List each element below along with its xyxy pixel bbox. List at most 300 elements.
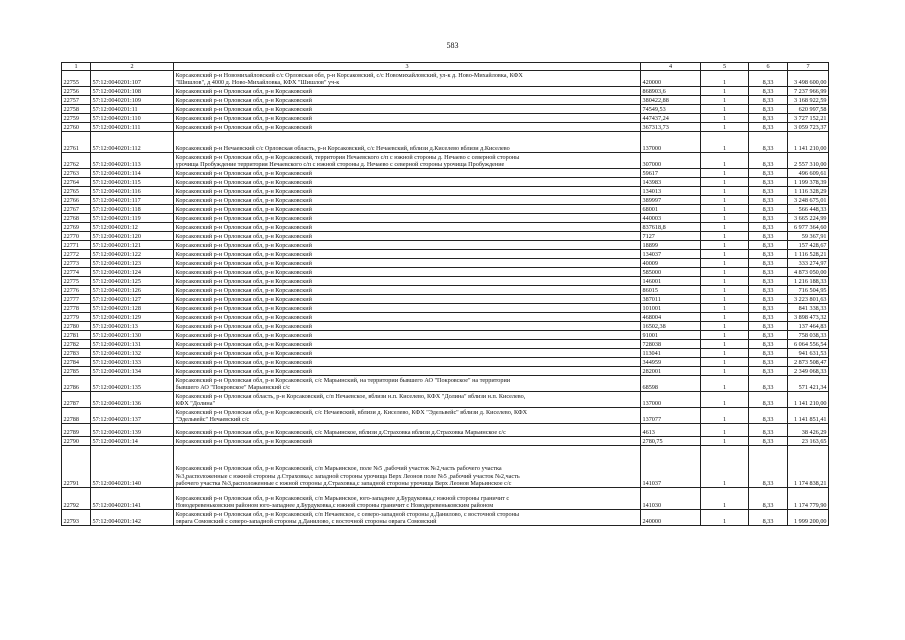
rate-cell: 8,33 — [749, 358, 788, 367]
address-continuation-line: КФХ "Долина" — [175, 400, 215, 407]
column-5-cell: 1 — [701, 241, 749, 250]
table-row — [62, 187, 829, 196]
column-5-cell: 1 — [701, 331, 749, 340]
row-number-cell: 22755 — [62, 71, 91, 87]
area-cell: 101001 — [641, 304, 701, 313]
address-cell — [174, 277, 641, 286]
table-row — [62, 286, 829, 295]
column-5-cell: 1 — [701, 277, 749, 286]
address-cell — [174, 241, 641, 250]
table-row — [62, 392, 829, 408]
area-cell: 137000 — [641, 132, 701, 153]
rate-cell: 8,33 — [749, 232, 788, 241]
area-cell: 141037 — [641, 446, 701, 488]
rate-cell: 8,33 — [749, 408, 788, 424]
rate-cell: 8,33 — [749, 286, 788, 295]
address-cell — [174, 71, 641, 87]
column-5-cell: 1 — [701, 96, 749, 105]
row-number-cell: 22793 — [62, 510, 91, 526]
cadastral-number-cell: 57:12:0040201:127 — [91, 295, 174, 304]
column-5-cell: 1 — [701, 105, 749, 114]
cadastral-number-cell: 57:12:0040201:115 — [91, 178, 174, 187]
address-cell — [174, 178, 641, 187]
address-cell — [174, 408, 641, 424]
row-number-cell: 22756 — [62, 87, 91, 96]
address-cell — [174, 304, 641, 313]
column-5-cell: 1 — [701, 367, 749, 376]
column-5-cell: 1 — [701, 286, 749, 295]
column-5-cell: 1 — [701, 259, 749, 268]
column-5-cell: 1 — [701, 153, 749, 169]
row-number-cell: 22786 — [62, 376, 91, 392]
area-cell: 86015 — [641, 286, 701, 295]
column-5-cell: 1 — [701, 123, 749, 132]
cadastral-number-cell: 57:12:0040201:13 — [91, 322, 174, 331]
cadastral-number-cell: 57:12:0040201:129 — [91, 313, 174, 322]
address-cell — [174, 153, 641, 169]
cadastral-number-cell: 57:12:0040201:133 — [91, 358, 174, 367]
column-5-cell: 1 — [701, 424, 749, 437]
value-cell: 2 873 508,47 — [788, 358, 829, 367]
rate-cell: 8,33 — [749, 313, 788, 322]
rate-cell: 8,33 — [749, 153, 788, 169]
cadastral-number-cell: 57:12:0040201:111 — [91, 123, 174, 132]
area-cell: 137000 — [641, 392, 701, 408]
area-cell: 141030 — [641, 488, 701, 510]
area-cell: 134013 — [641, 187, 701, 196]
address-cell — [174, 488, 641, 510]
area-cell: 387011 — [641, 295, 701, 304]
rate-cell: 8,33 — [749, 510, 788, 526]
value-cell: 1 216 188,33 — [788, 277, 829, 286]
area-cell: 440003 — [641, 214, 701, 223]
value-cell: 1 174 779,90 — [788, 488, 829, 510]
table-row — [62, 268, 829, 277]
address-line: Корсаковский р-н Орловская обл, р-н Корсаковский — [175, 260, 312, 267]
table-row — [62, 114, 829, 123]
table-row — [62, 408, 829, 424]
address-cell — [174, 437, 641, 446]
column-5-cell: 1 — [701, 196, 749, 205]
cadastral-number-cell: 57:12:0040201:109 — [91, 96, 174, 105]
rate-cell: 8,33 — [749, 392, 788, 408]
address-line: Корсаковский р-н Орловская обл, р-н Корсаковский — [175, 224, 312, 231]
column-header: 4 — [641, 63, 701, 71]
address-line: Корсаковский р-н Орловская обл, р-н Корсаковский — [175, 359, 312, 366]
table-row — [62, 241, 829, 250]
row-number-cell: 22788 — [62, 408, 91, 424]
area-cell: 380422,88 — [641, 96, 701, 105]
address-line: Корсаковский р-н Нечаевский с/с Орловская область, р-н Корсаковский, с/с Нечаевский, вблизи д.Киселево вблизи д.Киселево — [175, 145, 510, 152]
row-number-cell: 22792 — [62, 488, 91, 510]
address-line: Корсаковский р-н Орловская обл, р-н Корсаковский — [175, 314, 312, 321]
table-row — [62, 71, 829, 87]
row-number-cell: 22781 — [62, 331, 91, 340]
address-line: Корсаковский р-н Орловская обл, р-н Корсаковский, с/с Марьинский, на территории бывшего АО "Покровское" на территории — [175, 376, 511, 384]
cadastral-number-cell: 57:12:0040201:14 — [91, 437, 174, 446]
address-cell — [174, 268, 641, 277]
area-cell: 16502,38 — [641, 322, 701, 331]
table-row — [62, 331, 829, 340]
address-line: Корсаковский р-н Орловская обл, р-н Корсаковский, с/п Марьинское, поле №5 ,рабочий участок №2,часть рабочего участка — [175, 465, 502, 473]
cadastral-number-cell: 57:12:0040201:130 — [91, 331, 174, 340]
address-line: Корсаковский р-н Орловская обл, р-н Корсаковский — [175, 179, 312, 186]
address-line: Корсаковский р-н Орловская обл, р-н Корсаковский — [175, 341, 312, 348]
row-number-cell: 22772 — [62, 250, 91, 259]
column-header: 2 — [91, 63, 174, 71]
value-cell: 3 059 723,37 — [788, 123, 829, 132]
address-cell — [174, 376, 641, 392]
address-line: Корсаковский р-н Орловская обл, р-н Корсаковский — [175, 170, 312, 177]
area-cell: 307000 — [641, 153, 701, 169]
row-number-cell: 22776 — [62, 286, 91, 295]
value-cell: 1 141 851,41 — [788, 408, 829, 424]
row-number-cell: 22764 — [62, 178, 91, 187]
area-cell: 282001 — [641, 367, 701, 376]
table-row — [62, 277, 829, 286]
table-row — [62, 510, 829, 526]
cadastral-number-cell: 57:12:0040201:118 — [91, 205, 174, 214]
address-cell — [174, 132, 641, 153]
rate-cell: 8,33 — [749, 205, 788, 214]
column-5-cell: 1 — [701, 295, 749, 304]
row-number-cell: 22791 — [62, 446, 91, 488]
rate-cell: 8,33 — [749, 259, 788, 268]
cadastral-number-cell: 57:12:0040201:132 — [91, 349, 174, 358]
row-number-cell: 22768 — [62, 214, 91, 223]
column-5-cell: 1 — [701, 510, 749, 526]
value-cell: 1 174 838,21 — [788, 446, 829, 488]
cadastral-number-cell: 57:12:0040201:125 — [91, 277, 174, 286]
rate-cell: 8,33 — [749, 331, 788, 340]
table-row — [62, 223, 829, 232]
address-continuation-line: урочища Пробуждение территория Нечаевского с/п с южной стороны д. Нечаево с северной стороны урочища Пробуждение — [175, 161, 505, 168]
address-line: Корсаковский р-н Орловская обл, р-н Корсаковский — [175, 188, 312, 195]
rate-cell: 8,33 — [749, 196, 788, 205]
area-cell: 18899 — [641, 241, 701, 250]
value-cell: 620 997,58 — [788, 105, 829, 114]
rate-cell: 8,33 — [749, 295, 788, 304]
cadastral-number-cell: 57:12:0040201:124 — [91, 268, 174, 277]
cadastral-number-cell: 57:12:0040201:128 — [91, 304, 174, 313]
cadastral-number-cell: 57:12:0040201:117 — [91, 196, 174, 205]
column-header: 1 — [62, 63, 91, 71]
address-cell — [174, 322, 641, 331]
address-line: Корсаковский р-н Орловская обл, р-н Корсаковский — [175, 97, 312, 104]
area-cell: 68001 — [641, 205, 701, 214]
rate-cell: 8,33 — [749, 349, 788, 358]
table-row — [62, 123, 829, 132]
area-cell: 143983 — [641, 178, 701, 187]
area-cell: 4613 — [641, 424, 701, 437]
area-cell: 585000 — [641, 268, 701, 277]
rate-cell: 8,33 — [749, 96, 788, 105]
address-cell — [174, 96, 641, 105]
area-cell: 447437,24 — [641, 114, 701, 123]
address-line: Корсаковский р-н Новомихайловский с/с Орловская обл, р-н Корсаковский, с/с Новомихайловский, ул-к д. Ново-Михайловка, КФХ — [175, 71, 523, 79]
address-cell — [174, 392, 641, 408]
cadastral-number-cell: 57:12:0040201:137 — [91, 408, 174, 424]
value-cell: 333 274,97 — [788, 259, 829, 268]
address-line: Корсаковский р-н Орловская обл, р-н Корсаковский — [175, 350, 312, 357]
cadastral-number-cell: 57:12:0040201:116 — [91, 187, 174, 196]
row-number-cell: 22785 — [62, 367, 91, 376]
table-row — [62, 132, 829, 153]
cadastral-number-cell: 57:12:0040201:134 — [91, 367, 174, 376]
cadastral-number-cell: 57:12:0040201:112 — [91, 132, 174, 153]
address-cell — [174, 295, 641, 304]
cadastral-number-cell: 57:12:0040201:12 — [91, 223, 174, 232]
address-cell — [174, 250, 641, 259]
address-line: Корсаковский р-н Орловская обл, р-н Корсаковский — [175, 88, 312, 95]
value-cell: 496 609,61 — [788, 169, 829, 178]
column-5-cell: 1 — [701, 313, 749, 322]
cadastral-number-cell: 57:12:0040201:120 — [91, 232, 174, 241]
address-line: Корсаковский р-н Орловская обл, р-н Корсаковский, с/п Марьинское, юго-западнее д.Бурдуковка,с южной стороны граничит с — [175, 494, 510, 502]
rate-cell: 8,33 — [749, 223, 788, 232]
value-cell: 566 448,33 — [788, 205, 829, 214]
area-cell: 74549,53 — [641, 105, 701, 114]
table-row — [62, 232, 829, 241]
address-line: Корсаковский р-н Орловская обл, р-н Корсаковский — [175, 124, 312, 131]
column-5-cell: 1 — [701, 169, 749, 178]
address-line: Корсаковский р-н Орловская обл, р-н Корсаковский — [175, 438, 312, 445]
address-line: Корсаковский р-н Орловская обл, р-н Корсаковский — [175, 206, 312, 213]
address-line: Корсаковский р-н Орловская обл, р-н Корсаковский, с/п Нечаевское, с северо-западной стороны д.Данилово, с восточной стороны — [175, 510, 520, 518]
rate-cell: 8,33 — [749, 132, 788, 153]
column-5-cell: 1 — [701, 358, 749, 367]
address-cell — [174, 87, 641, 96]
column-5-cell: 1 — [701, 488, 749, 510]
address-cell — [174, 169, 641, 178]
value-cell: 3 168 922,59 — [788, 96, 829, 105]
table-row — [62, 322, 829, 331]
address-line: Корсаковский р-н Орловская область, р-н Корсаковский, с/п Нечаевское, вблизи н.п. Киселево, КФХ "Долина" вблизи н.п. Киселево, — [175, 392, 526, 400]
table-row — [62, 358, 829, 367]
area-cell: 2780,75 — [641, 437, 701, 446]
row-number-cell: 22778 — [62, 304, 91, 313]
row-number-cell: 22774 — [62, 268, 91, 277]
column-5-cell: 1 — [701, 187, 749, 196]
address-cell — [174, 313, 641, 322]
cadastral-number-cell: 57:12:0040201:113 — [91, 153, 174, 169]
table-row — [62, 488, 829, 510]
column-5-cell: 1 — [701, 408, 749, 424]
row-number-cell: 22777 — [62, 295, 91, 304]
value-cell: 716 504,95 — [788, 286, 829, 295]
area-cell: 91001 — [641, 331, 701, 340]
table-row — [62, 250, 829, 259]
rate-cell: 8,33 — [749, 437, 788, 446]
cadastral-number-cell: 57:12:0040201:110 — [91, 114, 174, 123]
page-number: 583 — [446, 41, 459, 50]
column-5-cell: 1 — [701, 376, 749, 392]
address-line: Корсаковский р-н Орловская обл, р-н Корсаковский — [175, 197, 312, 204]
row-number-cell: 22767 — [62, 205, 91, 214]
area-cell: 68598 — [641, 376, 701, 392]
value-cell: 59 367,91 — [788, 232, 829, 241]
rate-cell: 8,33 — [749, 71, 788, 87]
address-line: Корсаковский р-н Орловская обл, р-н Корсаковский — [175, 323, 312, 330]
table-row — [62, 340, 829, 349]
address-continuation-line: бывшего АО "Покровское" Марьинский с/с — [175, 384, 290, 391]
cadastral-number-cell: 57:12:0040201:119 — [91, 214, 174, 223]
rate-cell: 8,33 — [749, 488, 788, 510]
address-line: Корсаковский р-н Орловская обл, р-н Корсаковский — [175, 106, 312, 113]
value-cell: 6 977 364,60 — [788, 223, 829, 232]
area-cell: 59617 — [641, 169, 701, 178]
column-5-cell: 1 — [701, 446, 749, 488]
table-row — [62, 96, 829, 105]
address-continuation-line: рабочего участка №3,расположенные с южной стороны д.Страховка,с западной стороны урочища Верх Леонов Марьинское с/с — [175, 480, 512, 487]
cadastral-number-cell: 57:12:0040201:140 — [91, 446, 174, 488]
table-row — [62, 376, 829, 392]
address-cell — [174, 205, 641, 214]
address-cell — [174, 196, 641, 205]
address-line: Корсаковский р-н Орловская обл, р-н Корсаковский — [175, 287, 312, 294]
row-number-cell: 22780 — [62, 322, 91, 331]
area-cell: 7127 — [641, 232, 701, 241]
area-cell: 367313,73 — [641, 123, 701, 132]
address-cell — [174, 367, 641, 376]
cadastral-number-cell: 57:12:0040201:123 — [91, 259, 174, 268]
cadastral-number-cell: 57:12:0040201:107 — [91, 71, 174, 87]
address-cell — [174, 114, 641, 123]
address-line: Корсаковский р-н Орловская обл, р-н Корсаковский — [175, 332, 312, 339]
row-number-cell: 22782 — [62, 340, 91, 349]
value-cell: 6 064 556,54 — [788, 340, 829, 349]
address-cell — [174, 510, 641, 526]
value-cell: 3 727 152,21 — [788, 114, 829, 123]
value-cell: 1 141 210,00 — [788, 132, 829, 153]
address-line: Корсаковский р-н Орловская обл, р-н Корсаковский, с/с Марьинское, вблизи д.Страховка вблизи д.Страховка Марьинское с/с — [175, 429, 506, 436]
table-row — [62, 87, 829, 96]
value-cell: 23 163,65 — [788, 437, 829, 446]
rate-cell: 8,33 — [749, 178, 788, 187]
address-line: Корсаковский р-н Орловская обл, р-н Корсаковский — [175, 115, 312, 122]
column-5-cell: 1 — [701, 205, 749, 214]
rate-cell: 8,33 — [749, 241, 788, 250]
column-header: 5 — [701, 63, 749, 71]
rate-cell: 8,33 — [749, 268, 788, 277]
row-number-cell: 22779 — [62, 313, 91, 322]
address-cell — [174, 187, 641, 196]
area-cell: 468004 — [641, 313, 701, 322]
address-cell — [174, 349, 641, 358]
table-row — [62, 153, 829, 169]
address-cell — [174, 286, 641, 295]
value-cell: 3 248 675,01 — [788, 196, 829, 205]
area-cell: 389997 — [641, 196, 701, 205]
address-cell — [174, 223, 641, 232]
address-continuation-line: "Эдельвейс" Нечаевский с/с — [175, 416, 250, 423]
row-number-cell: 22765 — [62, 187, 91, 196]
column-5-cell: 1 — [701, 214, 749, 223]
address-cell — [174, 358, 641, 367]
value-cell: 571 421,34 — [788, 376, 829, 392]
rate-cell: 8,33 — [749, 277, 788, 286]
row-number-cell: 22763 — [62, 169, 91, 178]
address-line: Корсаковский р-н Орловская обл, р-н Корсаковский — [175, 251, 312, 258]
address-line: Корсаковский р-н Орловская обл, р-н Корсаковский — [175, 269, 312, 276]
area-cell: 113041 — [641, 349, 701, 358]
address-line: Корсаковский р-н Орловская обл, р-н Корсаковский, территория Нечаевского с/п с южной стороны д. Нечаево с северной стороны — [175, 153, 520, 161]
address-cell — [174, 232, 641, 241]
row-number-cell: 22762 — [62, 153, 91, 169]
area-cell: 344959 — [641, 358, 701, 367]
area-cell: 837618,8 — [641, 223, 701, 232]
rate-cell: 8,33 — [749, 87, 788, 96]
area-cell: 728038 — [641, 340, 701, 349]
rate-cell: 8,33 — [749, 376, 788, 392]
value-cell: 1 999 200,00 — [788, 510, 829, 526]
table-row — [62, 178, 829, 187]
cadastral-number-cell: 57:12:0040201:136 — [91, 392, 174, 408]
cadastral-number-cell: 57:12:0040201:108 — [91, 87, 174, 96]
cadastral-number-cell: 57:12:0040201:139 — [91, 424, 174, 437]
area-cell: 868903,6 — [641, 87, 701, 96]
area-cell: 134037 — [641, 250, 701, 259]
column-5-cell: 1 — [701, 250, 749, 259]
table-row — [62, 437, 829, 446]
cadastral-number-cell: 57:12:0040201:135 — [91, 376, 174, 392]
table-row — [62, 304, 829, 313]
row-number-cell: 22783 — [62, 349, 91, 358]
address-line: Корсаковский р-н Орловская обл, р-н Корсаковский — [175, 305, 312, 312]
row-number-cell: 22784 — [62, 358, 91, 367]
address-line: Корсаковский р-н Орловская обл, р-н Корсаковский — [175, 296, 312, 303]
address-cell — [174, 259, 641, 268]
column-5-cell: 1 — [701, 132, 749, 153]
table-row — [62, 295, 829, 304]
row-number-cell: 22761 — [62, 132, 91, 153]
column-5-cell: 1 — [701, 232, 749, 241]
row-number-cell: 22757 — [62, 96, 91, 105]
row-number-cell: 22790 — [62, 437, 91, 446]
column-5-cell: 1 — [701, 304, 749, 313]
column-header: 6 — [749, 63, 788, 71]
column-5-cell: 1 — [701, 392, 749, 408]
table-row — [62, 313, 829, 322]
value-cell: 3 223 801,63 — [788, 295, 829, 304]
row-number-cell: 22758 — [62, 105, 91, 114]
address-cell — [174, 331, 641, 340]
row-number-cell: 22759 — [62, 114, 91, 123]
value-cell: 3 498 600,00 — [788, 71, 829, 87]
table-row — [62, 169, 829, 178]
rate-cell: 8,33 — [749, 322, 788, 331]
address-continuation-line: оврага Сомовский с северо-западной стороны д.Данилово, с восточной стороны оврага Сомовский — [175, 518, 437, 525]
address-cell — [174, 340, 641, 349]
rate-cell: 8,33 — [749, 214, 788, 223]
column-5-cell: 1 — [701, 437, 749, 446]
cadastral-number-cell: 57:12:0040201:11 — [91, 105, 174, 114]
address-continuation-line: №3,расположенные с южной стороны д.Страховка,с западной стороны урочища Верх Леонов поле №5 ,рабочий участок №2,часть — [175, 472, 520, 480]
column-5-cell: 1 — [701, 71, 749, 87]
row-number-cell: 22775 — [62, 277, 91, 286]
rate-cell: 8,33 — [749, 424, 788, 437]
table-row — [62, 196, 829, 205]
address-line: Корсаковский р-н Орловская обл, р-н Корсаковский, с/с Нечаевский, вблизи д. Киселево, КФХ "Эдельвейс" вблизи д. Киселево, КФХ — [175, 408, 528, 416]
rate-cell: 8,33 — [749, 114, 788, 123]
address-continuation-line: Новодеревеньковским районом юго-западнее д.Бурдуковка,с южной стороны граничит с Новодеревеньковским районом — [175, 502, 494, 509]
row-number-cell: 22771 — [62, 241, 91, 250]
land-register-table — [61, 62, 829, 526]
row-number-cell: 22787 — [62, 392, 91, 408]
value-cell: 38 426,29 — [788, 424, 829, 437]
cadastral-number-cell: 57:12:0040201:121 — [91, 241, 174, 250]
value-cell: 841 338,33 — [788, 304, 829, 313]
